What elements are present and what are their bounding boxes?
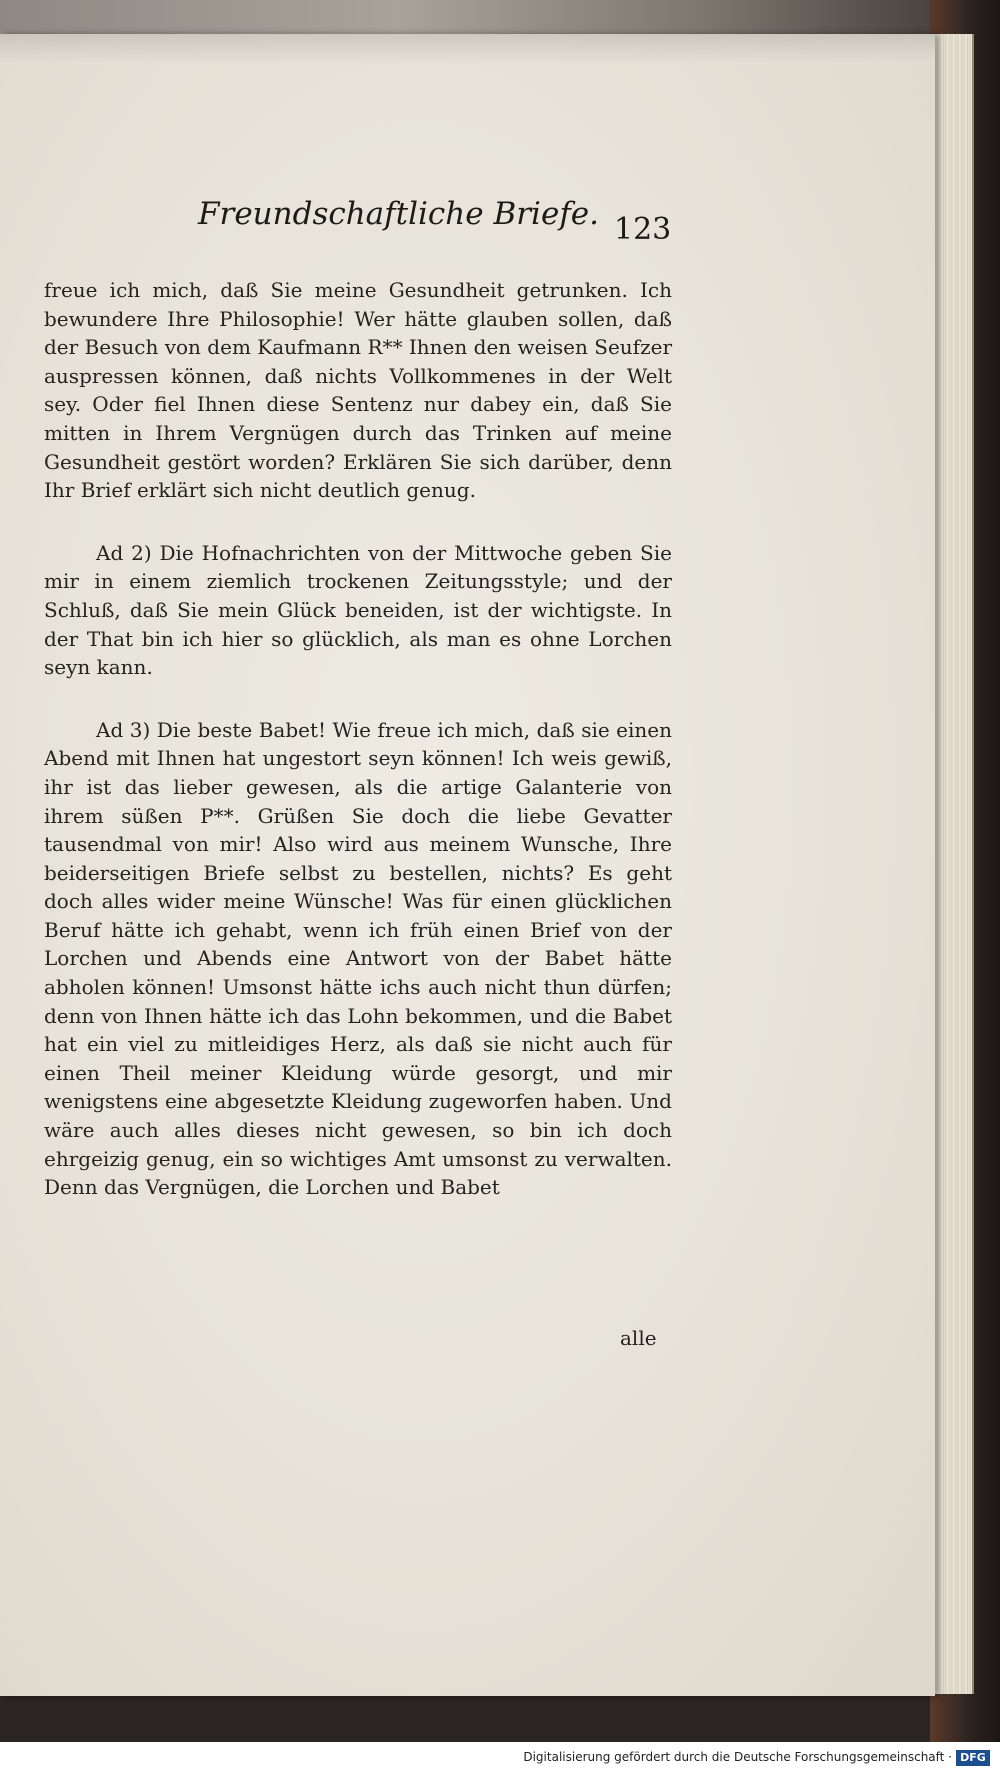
page-number: 123 [614,212,672,247]
paragraph-3: Ad 3) Die beste Babet! Wie freue ich mich, daß sie einen Abend mit Ihnen hat ungestort seyn können! Ich weis gewiß, ihr ist das lieber gewesen, als die artige Galanterie von ihrem süßen P**. Grüßen Sie doch die liebe Gevatter tausendmal von mir! Also wird aus meinem Wunsche, Ihre beiderseitigen Briefe selbst zu bestellen, nichts? Es geht doch alles wider meine Wünsche! Was für einen glücklichen Beruf hätte ich gehabt, wenn ich früh einen Brief von der Lorchen und Abends eine Antwort von der Babet hätte abholen können! Umsonst hätte ichs auch nicht thun dürfen; denn von Ihnen hätte ich das Lohn bekommen, und die Babet hat ein viel zu mitleidiges Herz, als daß sie nicht auch für einen Theil meiner Kleidung würde gesorgt, und mir wenigstens eine abgesetzte Kleidung zugeworfen haben. Und wäre auch alles dieses nicht gewesen, so bin ich doch ehrgeizig genug, ein so wichtiges Amt umsonst zu verwalten. Denn das Vergnügen, die Lorchen und Babet [44,717,672,1200]
dfg-logo-icon: DFG [956,1750,990,1766]
catchword: alle [620,1326,657,1350]
paragraph-2: Ad 2) Die Hofnachrichten von der Mittwoche geben Sie mir in einem ziemlich trockenen Zeitungsstyle; und der Schluß, daß Sie mein Glück beneiden, ist der wichtigste. In der That bin ich hier so glücklich, als man es ohne Lorchen seyn kann. [44,540,672,680]
page-top-shadow [0,34,935,64]
body-text [44,276,672,1202]
running-header: Freundschaftliche Briefe. [198,196,599,232]
paragraph-1: freue ich mich, daß Sie meine Gesundheit getrunken. Ich bewundere Ihre Philosophie! Wer hätte glauben sollen, daß der Besuch von dem Kaufmann R** Ihnen den weisen Seufzer auspressen können, daß nichts Vollkommenes in der Welt sey. Oder fiel Ihnen diese Sentenz nur dabey ein, daß Sie mitten in Ihrem Vergnügen durch das Trinken auf meine Gesundheit gestört worden? Erklären Sie sich darüber, denn Ihr Brief erklärt sich nicht deutlich genug. [44,278,672,503]
footer-credit: Digitalisierung gefördert durch die Deutsche Forschungsgemeinschaft · [523,1750,952,1764]
